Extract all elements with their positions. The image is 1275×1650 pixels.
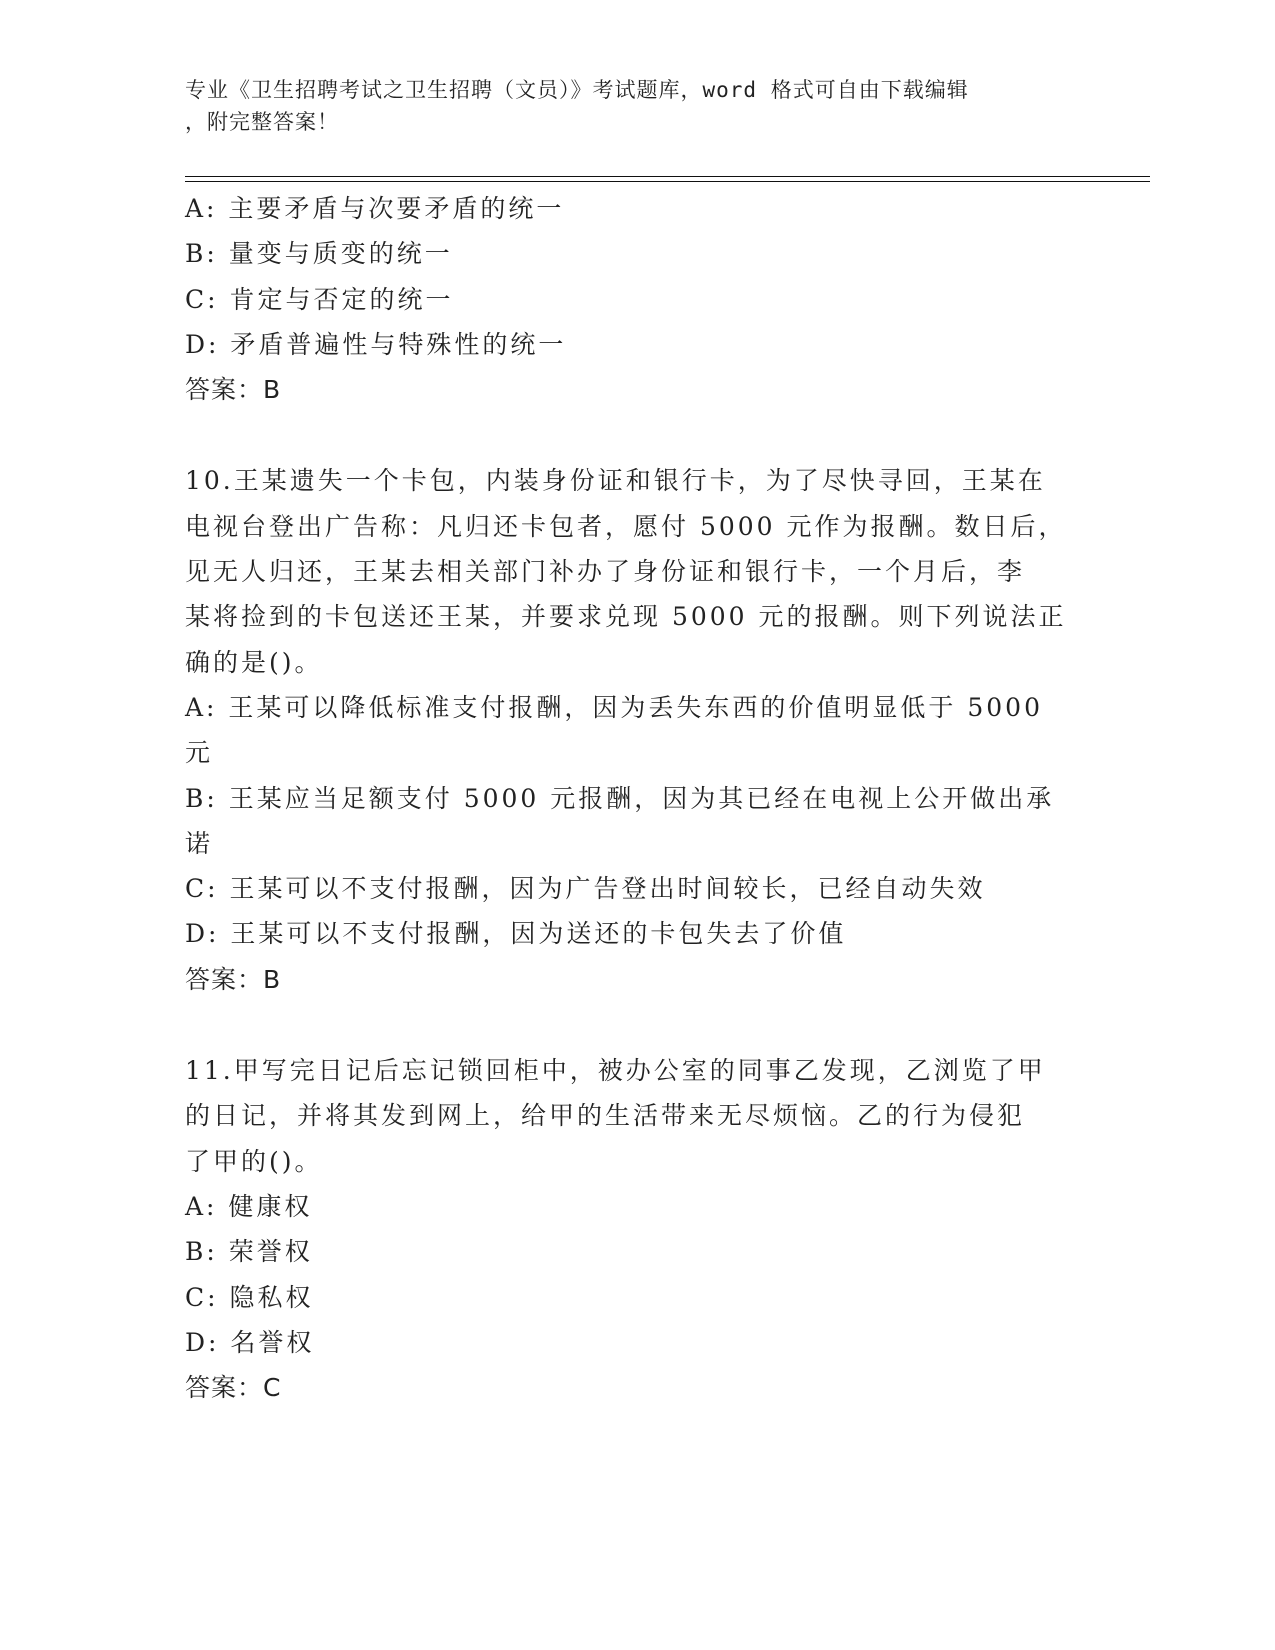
q9-option-d: D: 矛盾普遍性与特殊性的统一	[185, 329, 567, 359]
q11-option-b: B: 荣誉权	[185, 1237, 313, 1267]
header-line-1: 专业《卫生招聘考试之卫生招聘（文员）》考试题库，word 格式可自由下载编辑	[185, 78, 969, 102]
q10-stem-line: 见无人归还，王某去相关部门补办了身份证和银行卡，一个月后，李	[185, 557, 1026, 587]
header-line-2: ，附完整答案！	[185, 110, 339, 134]
header-divider-bottom	[185, 181, 1150, 182]
q10-option-a: A: 王某可以降低标准支付报酬，因为丢失东西的价值明显低于 5000	[185, 692, 1043, 722]
q9-option-a: A: 主要矛盾与次要矛盾的统一	[185, 194, 565, 223]
q10-stem-line: 确的是()。	[185, 647, 323, 677]
q11-stem-line: 11.甲写完日记后忘记锁回柜中，被办公室的同事乙发现，乙浏览了甲	[185, 1056, 1046, 1086]
q11-option-c: C: 隐私权	[185, 1282, 314, 1312]
q11-option-a: A: 健康权	[185, 1191, 313, 1221]
q11-stem-line: 了甲的()。	[185, 1146, 323, 1176]
q11-stem-line: 的日记，并将其发到网上，给甲的生活带来无尽烦恼。乙的行为侵犯	[185, 1101, 1026, 1131]
q10-option-b-wrap: 诺	[185, 828, 214, 858]
q10-stem-line: 电视台登出广告称：凡归还卡包者，愿付 5000 元作为报酬。数日后，	[185, 511, 1067, 541]
q10-option-b: B: 王某应当足额支付 5000 元报酬，因为其已经在电视上公开做出承	[185, 783, 1055, 813]
q9-answer: 答案：B	[185, 375, 282, 405]
q10-stem-line: 10.王某遗失一个卡包，内装身份证和银行卡，为了尽快寻回，王某在	[185, 466, 1046, 496]
question-11	[185, 1048, 1075, 1410]
q10-option-c: C: 王某可以不支付报酬，因为广告登出时间较长，已经自动失效	[185, 874, 986, 904]
q10-option-d: D: 王某可以不支付报酬，因为送还的卡包失去了价值	[185, 919, 847, 949]
q10-answer: 答案：B	[185, 964, 282, 994]
question-9	[185, 186, 1075, 412]
question-spacer	[185, 1002, 1075, 1048]
document-header	[185, 74, 1065, 138]
q9-option-c: C: 肯定与否定的统一	[185, 284, 454, 314]
header-divider-top	[185, 176, 1150, 177]
q11-option-d: D: 名誉权	[185, 1327, 315, 1357]
q11-answer: 答案：C	[185, 1373, 282, 1403]
q9-option-b: B: 量变与质变的统一	[185, 239, 453, 269]
question-10	[185, 458, 1075, 1002]
q10-option-a-wrap: 元	[185, 738, 214, 768]
question-spacer	[185, 412, 1075, 458]
question-list	[185, 186, 1075, 1410]
q10-stem-line: 某将捡到的卡包送还王某，并要求兑现 5000 元的报酬。则下列说法正	[185, 602, 1067, 632]
